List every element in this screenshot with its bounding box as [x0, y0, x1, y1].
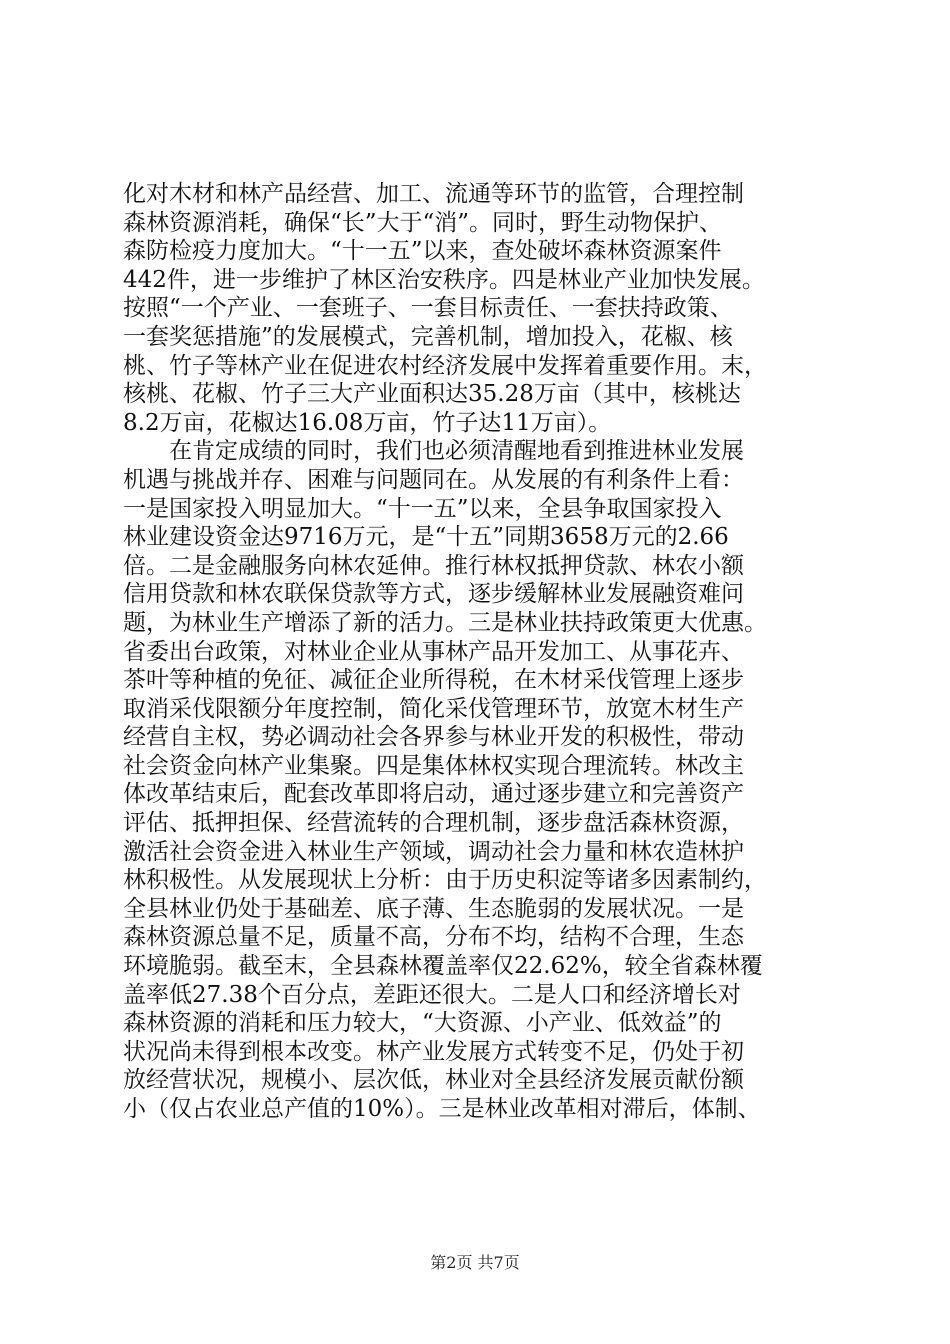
- text-line: 激活社会资金进入林业生产领域，调动社会力量和林农造林护: [123, 838, 744, 865]
- body-text: [123, 180, 863, 1124]
- text-line: 放经营状况，规模小、层次低，林业对全县经济发展贡献份额: [123, 1067, 744, 1094]
- text-line: 经营自主权，势必调动社会各界参与林业开发的积极性，带动: [123, 724, 744, 751]
- text-line: 茶叶等种植的免征、减征企业所得税，在木材采伐管理上逐步: [123, 667, 744, 694]
- text-line: 按照“一个产业、一套班子、一套目标责任、一套扶持政策、: [123, 295, 733, 322]
- text-line: 核桃、花椒、竹子三大产业面积达35.28万亩（其中，核桃达: [123, 381, 741, 408]
- text-line: 442件，进一步维护了林区治安秩序。四是林业产业加快发展。: [123, 266, 765, 293]
- text-line: 倍。二是金融服务向林农延伸。推行林权抵押贷款、林农小额: [123, 552, 744, 579]
- text-line: 一套奖惩措施”的发展模式，完善机制，增加投入，花椒、核: [123, 323, 733, 350]
- text-line: 森林资源消耗，确保“长”大于“消”。同时，野生动物保护、: [123, 209, 723, 236]
- text-line: 森林资源的消耗和压力较大，“大资源、小产业、低效益”的: [123, 1010, 722, 1037]
- text-line: 化对木材和林产品经营、加工、流通等环节的监管，合理控制: [123, 181, 744, 207]
- text-line: 题，为林业生产增添了新的活力。三是林业扶持政策更大优惠。: [123, 609, 767, 636]
- text-line: 信用贷款和林农联保贷款等方式，逐步缓解林业发展融资难问: [123, 581, 744, 608]
- text-line: 一是国家投入明显加大。“十一五”以来，全县争取国家投入: [123, 495, 722, 522]
- text-line: 森防检疫力度加大。“十一五”以来，查处破坏森林资源案件: [123, 238, 722, 265]
- text-line: 评估、抵押担保、经营流转的合理机制，逐步盘活森林资源，: [123, 810, 744, 837]
- text-line: 环境脆弱。截至末，全县森林覆盖率仅22.62%，较全省森林覆: [123, 953, 763, 980]
- text-line: 取消采伐限额分年度控制，简化采伐管理环节，放宽木材生产: [123, 695, 744, 722]
- text-line: 社会资金向林产业集聚。四是集体林权实现合理流转。林改主: [123, 752, 744, 779]
- text-line: 体改革结束后，配套改革即将启动，通过逐步建立和完善资产: [123, 781, 744, 808]
- text-line: 在肯定成绩的同时，我们也必须清醒地看到推进林业发展: [123, 438, 744, 465]
- text-line: 省委出台政策，对林业企业从事林产品开发加工、从事花卉、: [123, 638, 744, 665]
- text-line: 机遇与挑战并存、困难与问题同在。从发展的有利条件上看：: [123, 466, 744, 493]
- text-line: 小（仅占农业总产值的10%）。三是林业改革相对滞后，体制、: [123, 1096, 761, 1122]
- text-line: 桃、竹子等林产业在促进农村经济发展中发挥着重要作用。末，: [123, 352, 767, 379]
- text-line: 森林资源总量不足，质量不高，分布不均，结构不合理，生态: [123, 924, 744, 951]
- text-line: 林积极性。从发展现状上分析：由于历史积淀等诸多因素制约，: [123, 867, 767, 894]
- text-line: 状况尚未得到根本改变。林产业发展方式转变不足，仍处于初: [123, 1038, 744, 1065]
- page-number-label: 第2页 共7页: [430, 1253, 520, 1272]
- text-line: 盖率低27.38个百分点，差距还很大。二是人口和经济增长对: [123, 981, 741, 1008]
- text-line: 全县林业仍处于基础差、底子薄、生态脆弱的发展状况。一是: [123, 895, 744, 922]
- text-line: 林业建设资金达9716万元，是“十五”同期3658万元的2.66: [123, 524, 729, 551]
- text-line: 8.2万亩，花椒达16.08万亩，竹子达11万亩）。: [123, 409, 612, 436]
- page-footer: [0, 1252, 950, 1274]
